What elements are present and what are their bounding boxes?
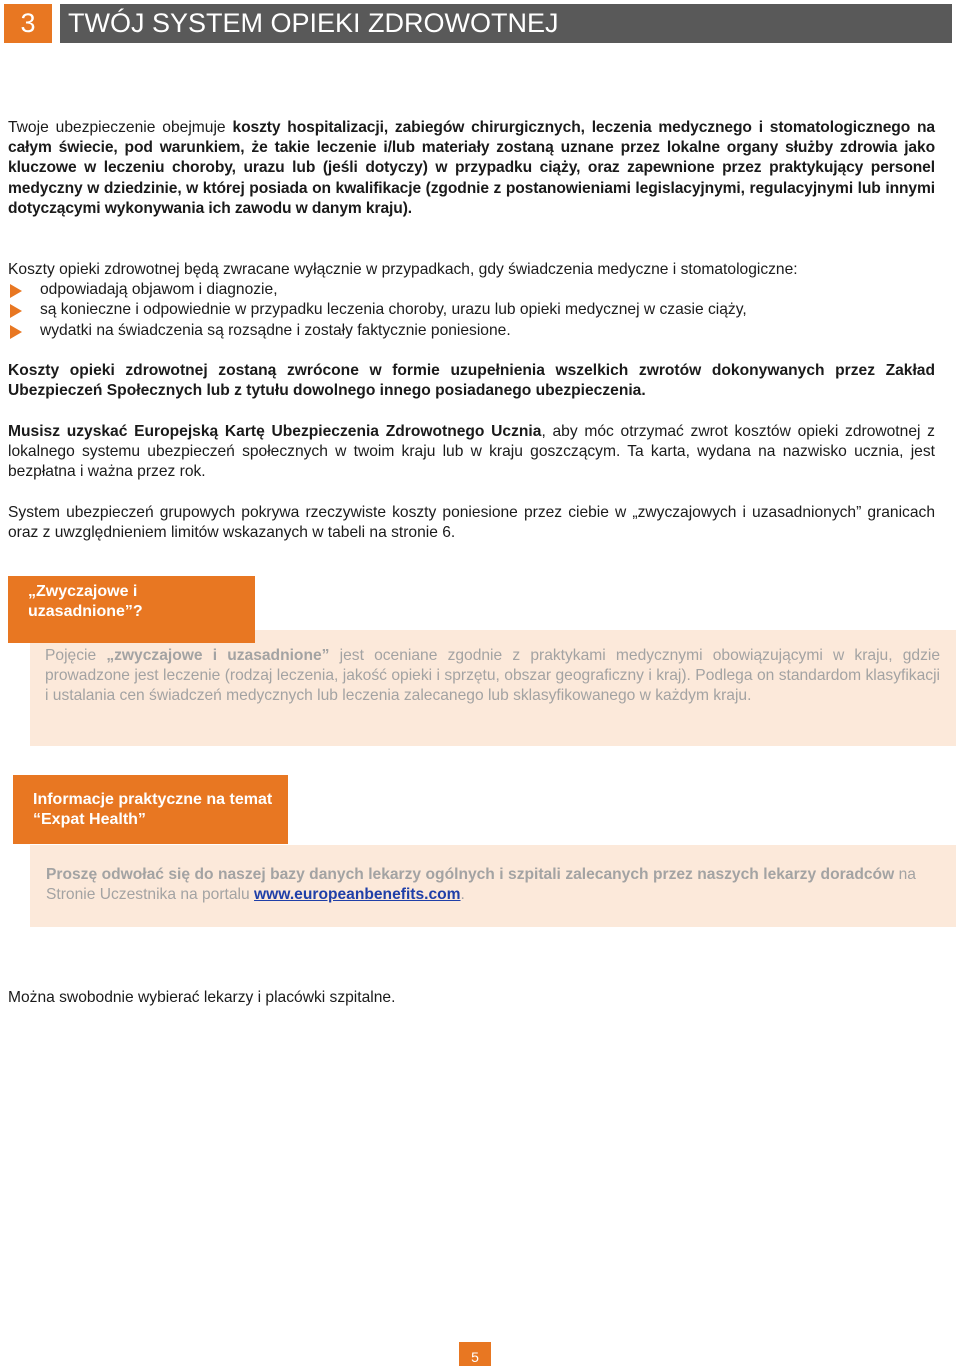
expat-health-body: Proszę odwołać się do naszej bazy danych lekarzy ogólnych i szpitali zalecanych przez naszych lekarzy doradców na Stronie Uczestnika na portalu www.europeanbenefits.com. <box>30 845 956 927</box>
free-choice-paragraph: Można swobodnie wybierać lekarzy i placówki szpitalne. <box>8 989 396 1006</box>
header-gap <box>52 4 60 43</box>
triangle-bullet-icon <box>10 284 22 298</box>
conditions-intro: Koszty opieki zdrowotnej będą zwracane wyłącznie w przypadkach, gdy świadczenia medyczne i stomatologiczne: <box>8 261 798 278</box>
page-number: 5 <box>459 1342 491 1366</box>
insurance-card-details: , aby móc otrzymać zwrot kosztów opieki zdrowotnej z lokalnego systemu ubezpieczeń społecznych w twoim kraju lub w kraju goszczącym. Ta karta, wydana na nazwisko ucznia, jest bezpłatna i ważna przez rok. <box>8 423 935 481</box>
portal-link[interactable]: www.europeanbenefits.com <box>254 886 461 904</box>
section-title: TWÓJ SYSTEM OPIEKI ZDROWOTNEJ <box>60 4 952 43</box>
triangle-bullet-icon <box>10 325 22 339</box>
group-insurance-paragraph: System ubezpieczeń grupowych pokrywa rzeczywiste koszty poniesione przez ciebie w „zwyczajowych i uzasadnionych” granicach oraz z uwzględnieniem limitów wskazanych w tabeli na stronie 6. <box>8 504 935 542</box>
reimbursement-conditions <box>8 260 935 341</box>
customary-term: „zwyczajowe i uzasadnione” <box>106 647 330 664</box>
customary-info-title: „Zwyczajowe i uzasadnione”? <box>8 576 255 643</box>
triangle-bullet-icon <box>10 304 22 318</box>
coverage-details: koszty hospitalizacji, zabiegów chirurgicznych, leczenia medycznego i stomatologicznego na całym świecie, pod warunkiem, że takie leczenie i/lub materiały zostaną uznane przez lokalne organy służby zdrowia jako kluczowe w leczeniu choroby, urazu lub (jeśli dotyczy) w przypadku ciąży, oraz zapewnione przez praktykujący personel medyczny w dziedzinie, w której posiada on kwalifikacje (zgodnie z postanowieniami legislacyjnymi, regulacyjnymi lub innymi dotyczącymi wykonywania ich zawodu w danym kraju). <box>8 119 935 217</box>
supplement-paragraph: Koszty opieki zdrowotnej zostaną zwrócone w formie uzupełnienia wszelkich zwrotów dokonywanych przez Zakład Ubezpieczeń Społecznych lub z tytułu dowolnego innego posiadanego ubezpieczenia. <box>8 362 935 400</box>
list-item: są konieczne i odpowiednie w przypadku leczenia choroby, urazu lub opieki medycznej w czasie ciąży, <box>8 300 935 320</box>
conditions-list <box>8 280 935 341</box>
list-item: odpowiadają objawom i diagnozie, <box>8 280 935 300</box>
coverage-intro: Twoje ubezpieczenie obejmuje <box>8 119 233 136</box>
customary-info-body: Pojęcie „zwyczajowe i uzasadnione” jest oceniane zgodnie z praktykami medycznymi obowiązującymi w kraju, gdzie prowadzone jest leczenie (rodzaj leczenia, jakość opieki i sprzętu, obszar geograficzny i kraj). Podlega on standardom klasyfikacji i ustalania cen świadczeń medycznych lub leczenia zalecanego lub sklasyfikowanego w każdym kraju. <box>30 630 956 746</box>
section-number: 3 <box>4 4 52 43</box>
coverage-paragraph <box>8 118 935 219</box>
insurance-card-paragraph <box>8 422 935 483</box>
expat-health-title: Informacje praktyczne na temat “Expat Health” <box>13 775 288 844</box>
insurance-card-requirement: Musisz uzyskać Europejską Kartę Ubezpieczenia Zdrowotnego Ucznia <box>8 423 542 440</box>
list-item: wydatki na świadczenia są rozsądne i zostały faktycznie poniesione. <box>8 321 935 341</box>
section-header <box>4 4 952 43</box>
